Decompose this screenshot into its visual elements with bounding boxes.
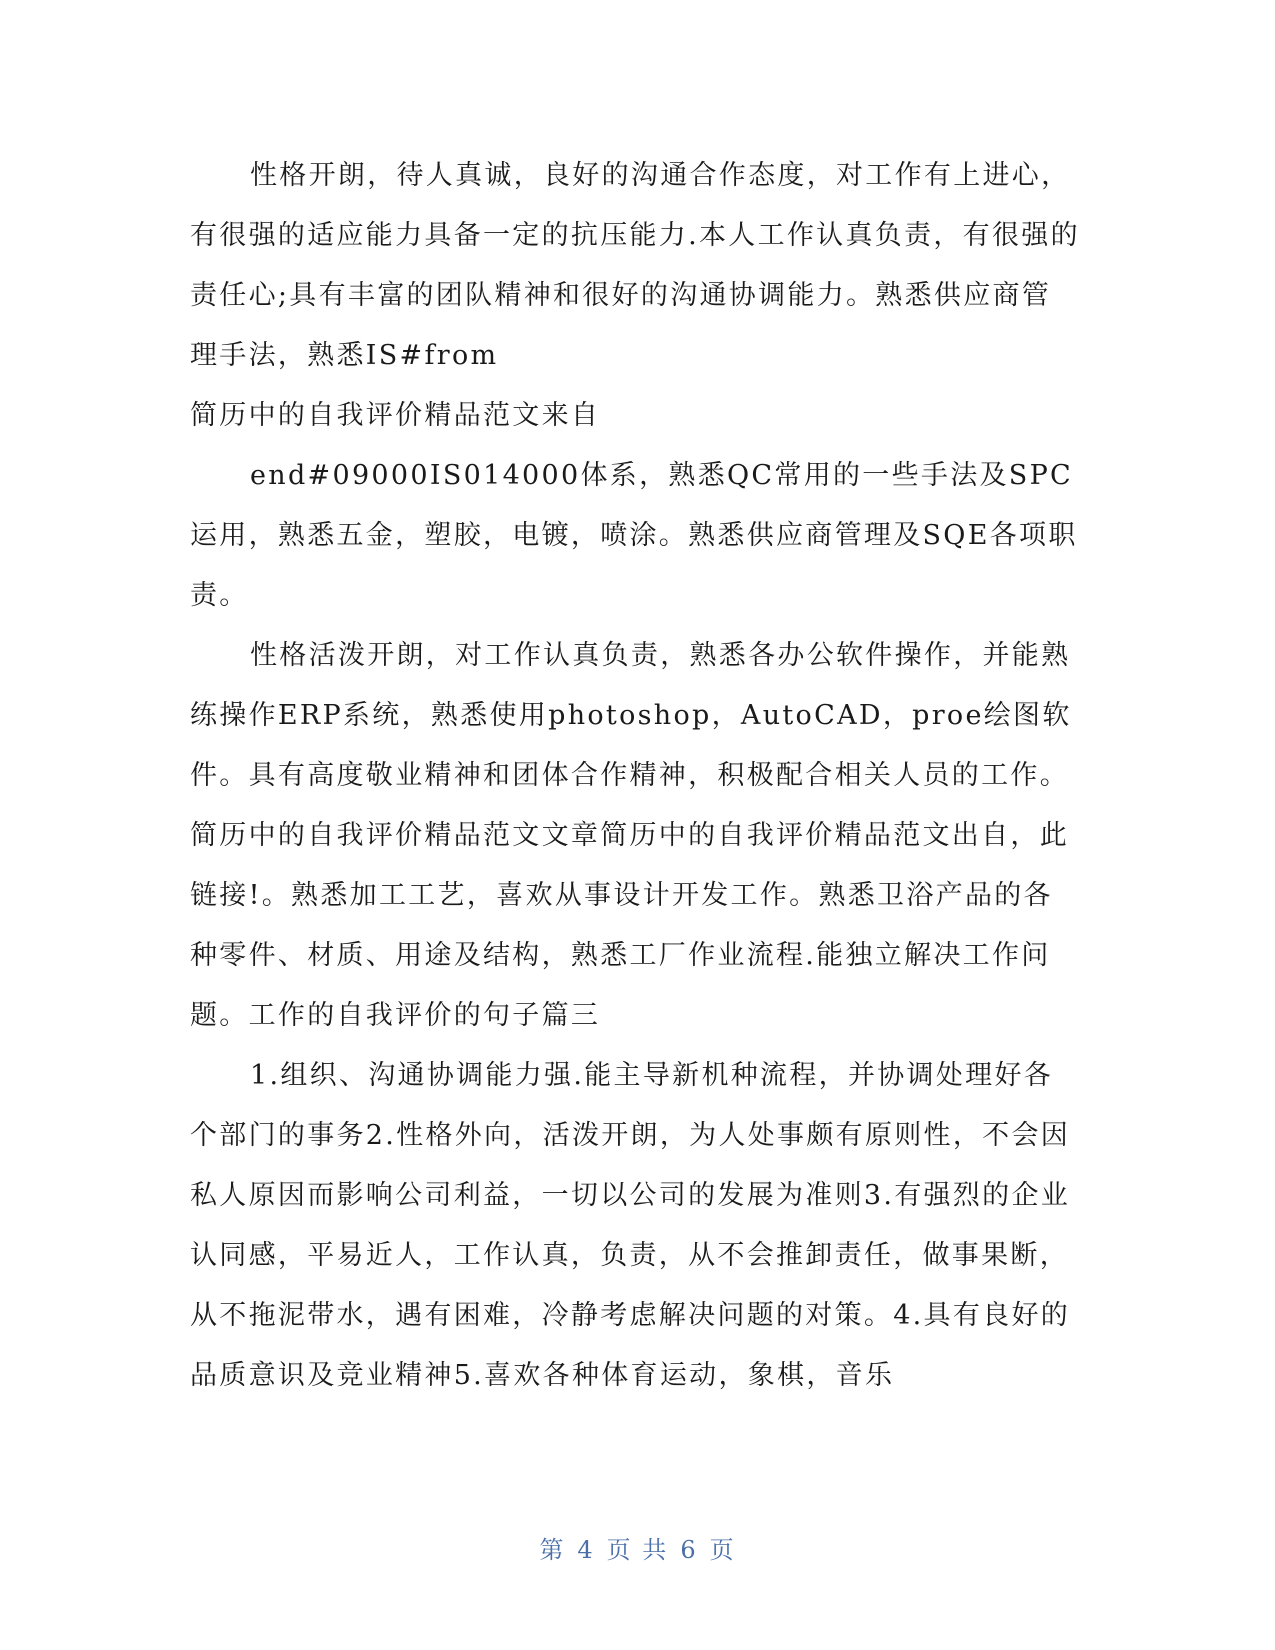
paragraph-personality: 性格开朗，待人真诚，良好的沟通合作态度，对工作有上进心，有很强的适应能力具备一定的抗压能力.本人工作认真负责，有很强的责任心;具有丰富的团队精神和很好的沟通协调能力。熟悉供应商管理手法，熟悉IS#from (190, 160, 1080, 371)
footer-middle: 页 共 (606, 1536, 669, 1564)
footer-prefix: 第 (539, 1536, 566, 1564)
paragraph-numbered-list: 1.组织、沟通协调能力强.能主导新机种流程，并协调处理好各个部门的事务2.性格外向，活泼开朗，为人处事颇有原则性，不会因私人原因而影响公司利益，一切以公司的发展为准则3.有强烈的企业认同感，平易近人，工作认真，负责，从不会推卸责任，做事果断，从不拖泥带水，遇有困难，冷静考虑解决问题的对策。4.具有良好的品质意识及竞业精神5.喜欢各种体育运动，象棋，音乐 (190, 1060, 1071, 1391)
paragraph-quality-systems: end#09000IS014000体系，熟悉QC常用的一些手法及SPC运用，熟悉五金，塑胶，电镀，喷涂。熟悉供应商管理及SQE各项职责。 (190, 460, 1078, 611)
footer-suffix: 页 (709, 1536, 736, 1564)
paragraph-source-note: 简历中的自我评价精品范文来自 (190, 400, 601, 431)
document-body (190, 146, 1080, 1406)
page-footer (0, 1530, 1275, 1565)
footer-current-page: 4 (577, 1536, 595, 1564)
footer-total-pages: 6 (680, 1536, 698, 1564)
paragraph-skills: 性格活泼开朗，对工作认真负责，熟悉各办公软件操作，并能熟练操作ERP系统，熟悉使用photoshop，AutoCAD，proe绘图软件。具有高度敬业精神和团体合作精神，积极配合相关人员的工作。简历中的自我评价精品范文文章简历中的自我评价精品范文出自，此链接!。熟悉加工工艺，喜欢从事设计开发工作。熟悉卫浴产品的各种零件、材质、用途及结构，熟悉工厂作业流程.能独立解决工作问题。工作的自我评价的句子篇三 (190, 640, 1072, 1031)
